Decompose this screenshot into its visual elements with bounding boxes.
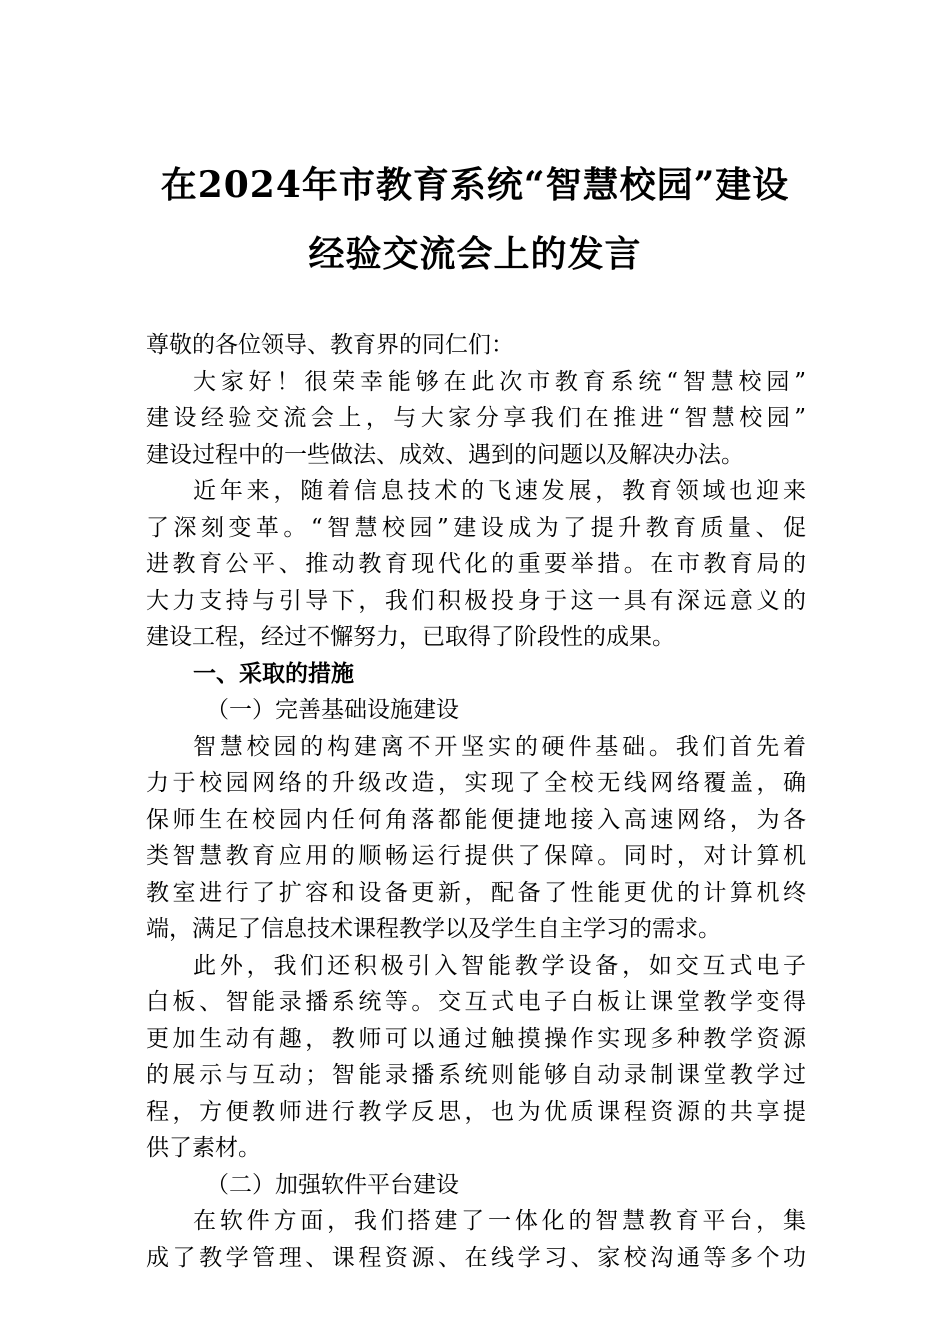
paragraph-line: 建设经验交流会上，与大家分享我们在推进“智慧校园” bbox=[146, 405, 806, 431]
paragraph-line: 智慧校园的构建离不开坚实的硬件基础。我们首先着 bbox=[193, 733, 806, 760]
paragraph-line: 此外，我们还积极引入智能教学设备，如交互式电子 bbox=[193, 952, 806, 979]
document-title-line-2: 经验交流会上的发言 bbox=[308, 233, 642, 275]
paragraph-line: 端，满足了信息技术课程教学以及学生自主学习的需求。 bbox=[146, 916, 721, 942]
paragraph-line: 教室进行了扩容和设备更新，配备了性能更优的计算机终 bbox=[146, 879, 806, 906]
paragraph-line: 的展示与互动；智能录播系统则能够自动录制课堂教学过 bbox=[146, 1062, 806, 1088]
subsection-heading: （一）完善基础设施建设 bbox=[206, 697, 459, 723]
paragraph-line: 在软件方面，我们搭建了一体化的智慧教育平台，集 bbox=[193, 1208, 806, 1234]
paragraph-line: 类智慧教育应用的顺畅运行提供了保障。同时，对计算机 bbox=[146, 843, 806, 869]
paragraph-line: 建设过程中的一些做法、成效、遇到的问题以及解决办法。 bbox=[146, 441, 744, 468]
paragraph-line: 供了素材。 bbox=[146, 1135, 261, 1161]
paragraph-line: 进教育公平、推动教育现代化的重要举措。在市教育局的 bbox=[146, 551, 806, 577]
paragraph-line: 了深刻变革。“智慧校园”建设成为了提升教育质量、促 bbox=[146, 514, 806, 541]
section-heading: 一、采取的措施 bbox=[193, 660, 354, 687]
paragraph-line: 程，方便教师进行教学反思，也为优质课程资源的共享提 bbox=[146, 1098, 806, 1125]
document-body bbox=[146, 327, 806, 1276]
paragraph-line: 成了教学管理、课程资源、在线学习、家校沟通等多个功 bbox=[146, 1244, 806, 1271]
paragraph-line: 建设工程，经过不懈努力，已取得了阶段性的成果。 bbox=[146, 624, 675, 650]
paragraph-line: 白板、智能录播系统等。交互式电子白板让课堂教学变得 bbox=[146, 989, 806, 1015]
paragraph-line: 近年来，随着信息技术的飞速发展，教育领域也迎来 bbox=[193, 478, 806, 504]
subsection-heading: （二）加强软件平台建设 bbox=[206, 1171, 459, 1198]
paragraph-line: 更加生动有趣，教师可以通过触摸操作实现多种教学资源 bbox=[146, 1025, 806, 1052]
paragraph-line: 保师生在校园内任何角落都能便捷地接入高速网络，为各 bbox=[146, 806, 806, 833]
salutation: 尊敬的各位领导、教育界的同仁们： bbox=[146, 332, 514, 358]
paragraph-line: 大家好！很荣幸能够在此次市教育系统“智慧校园” bbox=[193, 368, 806, 395]
paragraph-line: 大力支持与引导下，我们积极投身于这一具有深远意义的 bbox=[146, 587, 806, 614]
paragraph-line: 力于校园网络的升级改造，实现了全校无线网络覆盖，确 bbox=[146, 770, 806, 796]
document-title-line-1: 在2024年市教育系统“智慧校园”建设 bbox=[160, 164, 790, 206]
